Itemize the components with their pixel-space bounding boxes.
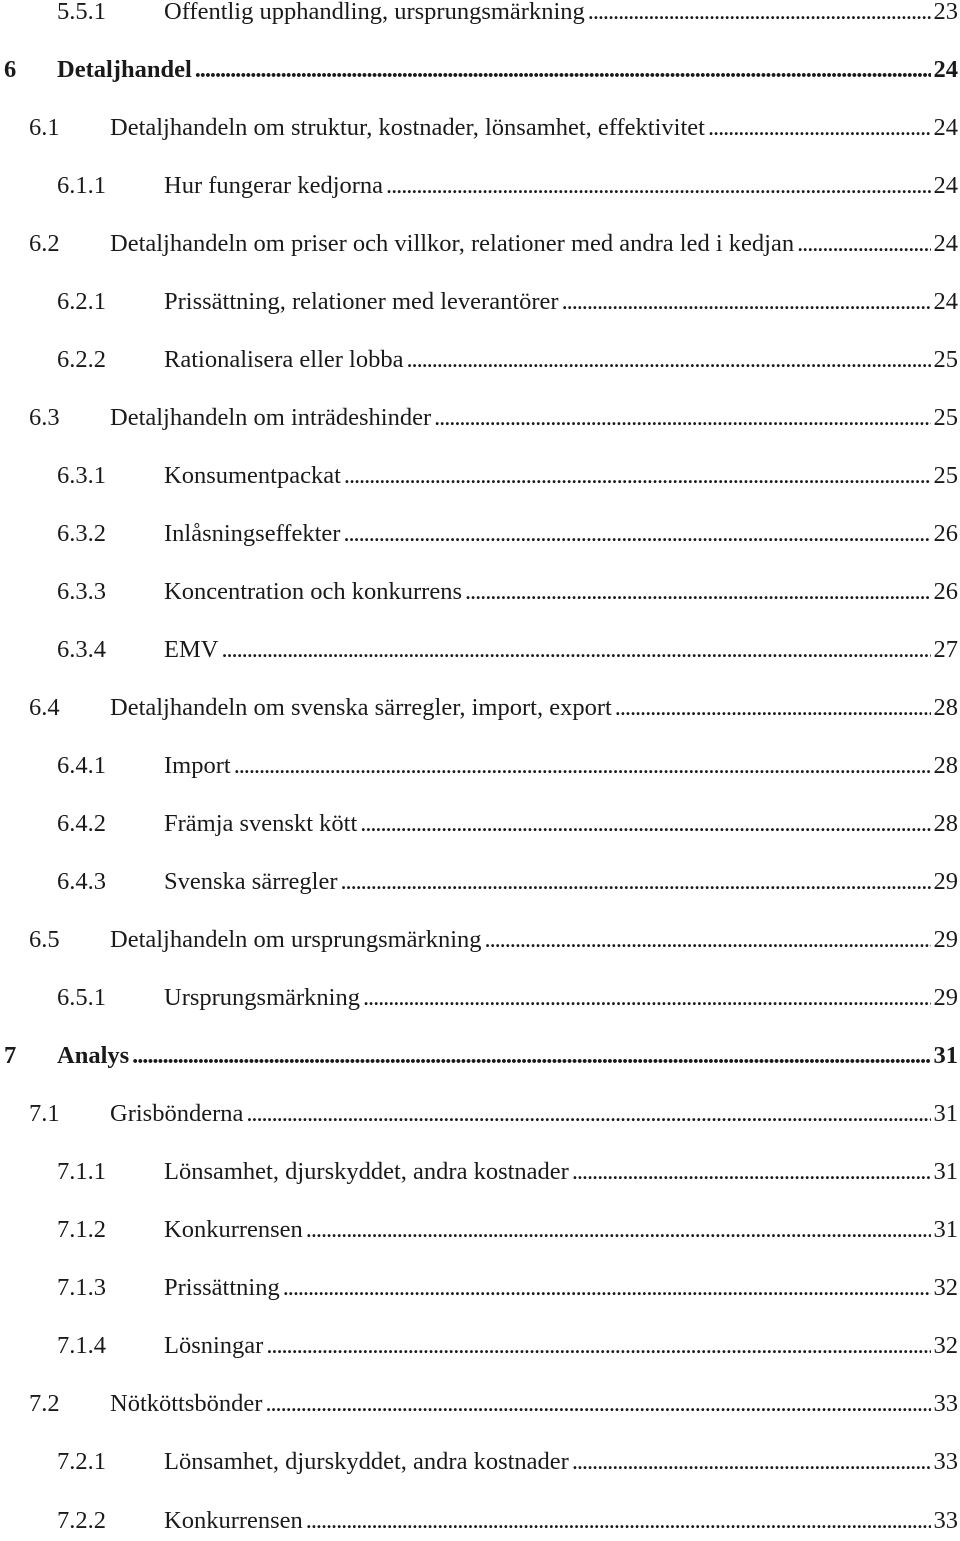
toc-entry-number: 6.2.2 xyxy=(57,346,106,373)
toc-entry[interactable] xyxy=(0,804,958,844)
toc-entry-number: 7.1.3 xyxy=(57,1274,106,1301)
toc-entry[interactable] xyxy=(0,340,958,380)
toc-entry[interactable] xyxy=(0,746,958,786)
toc-entry-page-number: 25 xyxy=(933,462,958,489)
toc-entry-number: 7.1.2 xyxy=(57,1216,106,1243)
toc-entry-number: 6.4.2 xyxy=(57,810,106,837)
toc-entry[interactable] xyxy=(0,0,958,32)
toc-entry-page-number: 32 xyxy=(933,1274,958,1301)
toc-entry-title: Konkurrensen xyxy=(164,1507,303,1534)
toc-entry-title: Detaljhandeln om struktur, kostnader, lönsamhet, effektivitet xyxy=(110,114,705,141)
toc-entry-title: Prissättning xyxy=(164,1274,280,1301)
toc-entry-page-number: 33 xyxy=(933,1507,958,1534)
toc-entry-page-number: 24 xyxy=(933,172,958,199)
toc-entry-page-number: 31 xyxy=(933,1158,958,1185)
dot-leader xyxy=(363,978,931,1018)
toc-entry[interactable] xyxy=(0,514,958,554)
toc-entry-title: Detaljhandeln om ursprungsmärkning xyxy=(110,926,482,953)
toc-entry-title: Främja svenskt kött xyxy=(164,810,358,837)
toc-entry-page-number: 33 xyxy=(933,1448,958,1475)
toc-entry[interactable] xyxy=(0,1152,958,1192)
dot-leader xyxy=(615,688,931,728)
toc-entry-page-number: 25 xyxy=(933,346,958,373)
toc-entry-title: Hur fungerar kedjorna xyxy=(164,172,384,199)
toc-entry-page-number: 26 xyxy=(933,520,958,547)
toc-entry-title: Offentlig upphandling, ursprungsmärkning xyxy=(164,0,585,25)
dot-leader xyxy=(283,1268,931,1308)
toc-entry-title: Inlåsningseffekter xyxy=(164,520,341,547)
toc-entry-page-number: 26 xyxy=(933,578,958,605)
toc-entry-title: Svenska särregler xyxy=(164,868,338,895)
toc-entry-title: Rationalisera eller lobba xyxy=(164,346,404,373)
toc-entry[interactable] xyxy=(0,862,958,902)
toc-entry-page-number: 28 xyxy=(933,810,958,837)
dot-leader xyxy=(465,572,931,612)
toc-entry[interactable] xyxy=(0,1442,958,1482)
toc-entry[interactable] xyxy=(0,456,958,496)
toc-entry-number: 6.3.1 xyxy=(57,462,106,489)
dot-leader xyxy=(234,746,931,786)
toc-entry[interactable] xyxy=(0,1384,958,1424)
toc-entry-number: 6.5 xyxy=(29,926,60,953)
toc-entry-number: 6 xyxy=(4,56,17,83)
dot-leader xyxy=(572,1152,931,1192)
dot-leader xyxy=(265,1384,930,1424)
toc-entry-page-number: 24 xyxy=(933,288,958,315)
toc-entry[interactable] xyxy=(0,1268,958,1308)
toc-entry[interactable] xyxy=(0,108,958,148)
toc-entry-page-number: 28 xyxy=(933,694,958,721)
dot-leader xyxy=(360,804,930,844)
toc-entry[interactable] xyxy=(0,1501,958,1541)
toc-entry-page-number: 23 xyxy=(933,0,958,25)
toc-entry-title: Konsumentpackat xyxy=(164,462,341,489)
toc-entry-title: Detaljhandeln om svenska särregler, import, export xyxy=(110,694,612,721)
dot-leader xyxy=(797,224,930,264)
toc-entry-title: Lösningar xyxy=(164,1332,264,1359)
dot-leader xyxy=(306,1501,931,1541)
toc-entry-number: 7.2 xyxy=(29,1390,60,1417)
dot-leader xyxy=(343,514,930,554)
toc-entry[interactable] xyxy=(0,688,958,728)
dot-leader xyxy=(246,1094,930,1134)
toc-entry[interactable] xyxy=(0,978,958,1018)
toc-entry-number: 6.1.1 xyxy=(57,172,106,199)
toc-entry-page-number: 24 xyxy=(933,114,958,141)
dot-leader xyxy=(132,1036,930,1076)
toc-entry-title: Detaljhandeln om priser och villkor, relationer med andra led i kedjan xyxy=(110,230,795,257)
toc-entry-number: 7.2.2 xyxy=(57,1507,106,1534)
toc-entry-title: Detaljhandeln om inträdeshinder xyxy=(110,404,432,431)
toc-entry-number: 6.3.3 xyxy=(57,578,106,605)
toc-entry[interactable] xyxy=(0,1210,958,1250)
toc-entry[interactable] xyxy=(0,282,958,322)
toc-entry-page-number: 33 xyxy=(933,1390,958,1417)
dot-leader xyxy=(344,456,931,496)
dot-leader xyxy=(485,920,931,960)
toc-entry-title: Lönsamhet, djurskyddet, andra kostnader xyxy=(164,1448,569,1475)
toc-entry-number: 6.3.4 xyxy=(57,636,106,663)
toc-entry[interactable] xyxy=(0,1094,958,1134)
dot-leader xyxy=(434,398,930,438)
toc-entry-number: 7.1.4 xyxy=(57,1332,106,1359)
toc-entry[interactable] xyxy=(0,1036,958,1076)
toc-entry-number: 5.5.1 xyxy=(57,0,106,25)
toc-entry-number: 6.5.1 xyxy=(57,984,106,1011)
toc-entry-title: Konkurrensen xyxy=(164,1216,303,1243)
toc-entry-title: Lönsamhet, djurskyddet, andra kostnader xyxy=(164,1158,569,1185)
toc-entry-number: 7.2.1 xyxy=(57,1448,106,1475)
dot-leader xyxy=(386,166,930,206)
toc-entry-number: 7.1.1 xyxy=(57,1158,106,1185)
toc-entry-page-number: 32 xyxy=(933,1332,958,1359)
toc-entry[interactable] xyxy=(0,1326,958,1366)
toc-entry-title: Import xyxy=(164,752,231,779)
toc-entry[interactable] xyxy=(0,224,958,264)
toc-entry-number: 6.2.1 xyxy=(57,288,106,315)
toc-entry-number: 6.3 xyxy=(29,404,60,431)
toc-entry-number: 6.1 xyxy=(29,114,60,141)
dot-leader xyxy=(406,340,930,380)
toc-entry[interactable] xyxy=(0,166,958,206)
dot-leader xyxy=(266,1326,930,1366)
toc-entry-page-number: 31 xyxy=(933,1042,958,1069)
toc-entry-page-number: 31 xyxy=(933,1216,958,1243)
toc-entry-number: 7.1 xyxy=(29,1100,60,1127)
toc-entry-number: 6.4 xyxy=(29,694,60,721)
dot-leader xyxy=(221,630,930,670)
dot-leader xyxy=(562,282,931,322)
toc-entry[interactable] xyxy=(0,398,958,438)
toc-entry[interactable] xyxy=(0,920,958,960)
toc-entry[interactable] xyxy=(0,630,958,670)
toc-entry-page-number: 29 xyxy=(933,868,958,895)
toc-entry-title: Ursprungsmärkning xyxy=(164,984,360,1011)
toc-entry-page-number: 24 xyxy=(933,56,958,83)
toc-entry-page-number: 25 xyxy=(933,404,958,431)
toc-entry-number: 7 xyxy=(4,1042,17,1069)
dot-leader xyxy=(306,1210,931,1250)
dot-leader xyxy=(195,50,931,90)
toc-entry-title: Detaljhandel xyxy=(57,56,192,83)
toc-entry-page-number: 31 xyxy=(933,1100,958,1127)
toc-entry-page-number: 29 xyxy=(933,984,958,1011)
toc-entry-page-number: 24 xyxy=(933,230,958,257)
toc-entry-number: 6.3.2 xyxy=(57,520,106,547)
toc-entry-number: 6.4.3 xyxy=(57,868,106,895)
toc-entry-number: 6.2 xyxy=(29,230,60,257)
toc-entry-title: Grisbönderna xyxy=(110,1100,244,1127)
toc-entry-title: EMV xyxy=(164,636,219,663)
toc-entry-number: 6.4.1 xyxy=(57,752,106,779)
toc-entry[interactable] xyxy=(0,50,958,90)
toc-entry-page-number: 27 xyxy=(933,636,958,663)
toc-entry-title: Analys xyxy=(57,1042,130,1069)
dot-leader xyxy=(572,1442,931,1482)
dot-leader xyxy=(708,108,931,148)
toc-entry-title: Prissättning, relationer med leverantörer xyxy=(164,288,559,315)
dot-leader xyxy=(340,862,930,902)
toc-entry[interactable] xyxy=(0,572,958,612)
toc-entry-page-number: 28 xyxy=(933,752,958,779)
toc-entry-title: Koncentration och konkurrens xyxy=(164,578,462,605)
dot-leader xyxy=(588,0,931,32)
toc-entry-title: Nötköttsbönder xyxy=(110,1390,263,1417)
toc-entry-page-number: 29 xyxy=(933,926,958,953)
